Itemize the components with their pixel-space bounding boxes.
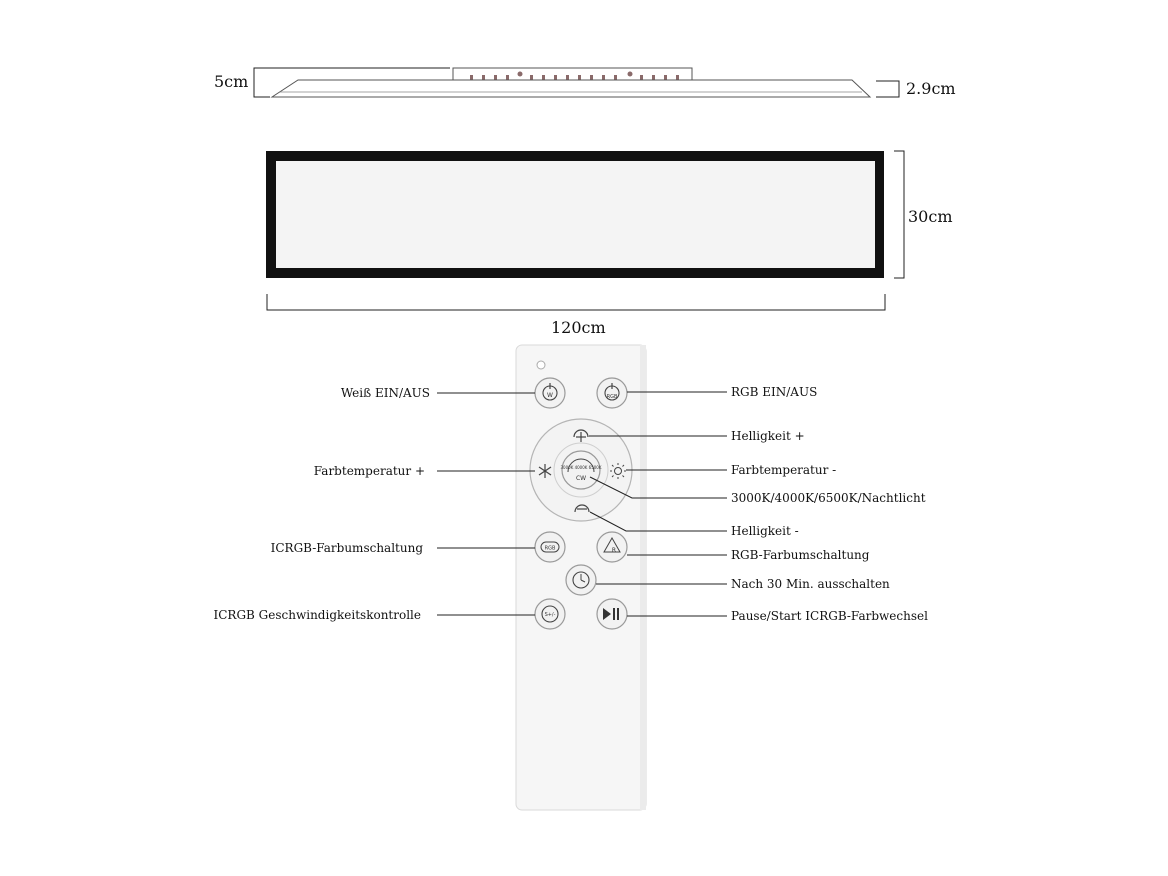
icrgb-switch-mark: RGB: [544, 545, 556, 552]
label-icrgb-speed: ICRGB Geschwindigkeitskontrolle: [213, 608, 421, 622]
height-total-label: 5cm: [214, 72, 249, 91]
label-white-power: Weiß EIN/AUS: [340, 386, 430, 400]
height-bracket-right: [876, 81, 899, 97]
width-label: 120cm: [551, 318, 606, 337]
rgb-power-button[interactable]: [597, 378, 627, 408]
rgb-power-mark: RGB: [606, 394, 618, 400]
width-bracket: [267, 294, 885, 310]
cct-mark-top: 3000K 4000K 6500K: [560, 465, 602, 470]
speed-mark: S+/-: [544, 612, 556, 618]
height-panel-label: 2.9cm: [906, 79, 956, 98]
label-timer: Nach 30 Min. ausschalten: [731, 577, 890, 591]
timer-30min-button[interactable]: [566, 565, 596, 595]
label-color-temp-down: Farbtemperatur -: [731, 463, 837, 477]
rgb-switch-button[interactable]: [597, 532, 627, 562]
panel-profile: [272, 80, 870, 97]
icrgb-switch-button[interactable]: [535, 532, 565, 562]
remote-control: [516, 345, 646, 810]
white-power-button[interactable]: [535, 378, 565, 408]
control-pad: [530, 419, 632, 521]
panel-light-surface: [276, 161, 875, 268]
side-profile-view: [214, 68, 956, 98]
label-brightness-down: Helligkeit -: [731, 524, 799, 538]
label-pause-start: Pause/Start ICRGB-Farbwechsel: [731, 609, 928, 623]
rgb-switch-mark: R: [611, 547, 617, 554]
labels-left: [214, 386, 431, 622]
label-icrgb-switch: ICRGB-Farbumschaltung: [270, 541, 423, 555]
label-brightness-up: Helligkeit +: [731, 429, 805, 443]
label-color-temp-up: Farbtemperatur +: [313, 464, 425, 478]
indicator-led: [537, 361, 545, 369]
pause-start-button[interactable]: [597, 599, 627, 629]
cct-mark-bottom: CW: [575, 475, 587, 482]
icrgb-speed-button[interactable]: [535, 599, 565, 629]
top-view: [266, 151, 953, 337]
depth-bracket: [894, 151, 904, 278]
label-rgb-power: RGB EIN/AUS: [731, 385, 818, 399]
white-power-mark: W: [547, 392, 553, 399]
driver-box: [453, 68, 692, 81]
depth-label: 30cm: [908, 207, 953, 226]
label-cct-cycle: 3000K/4000K/6500K/Nachtlicht: [731, 491, 926, 505]
labels-right: [731, 385, 928, 623]
label-rgb-switch: RGB-Farbumschaltung: [731, 548, 870, 562]
